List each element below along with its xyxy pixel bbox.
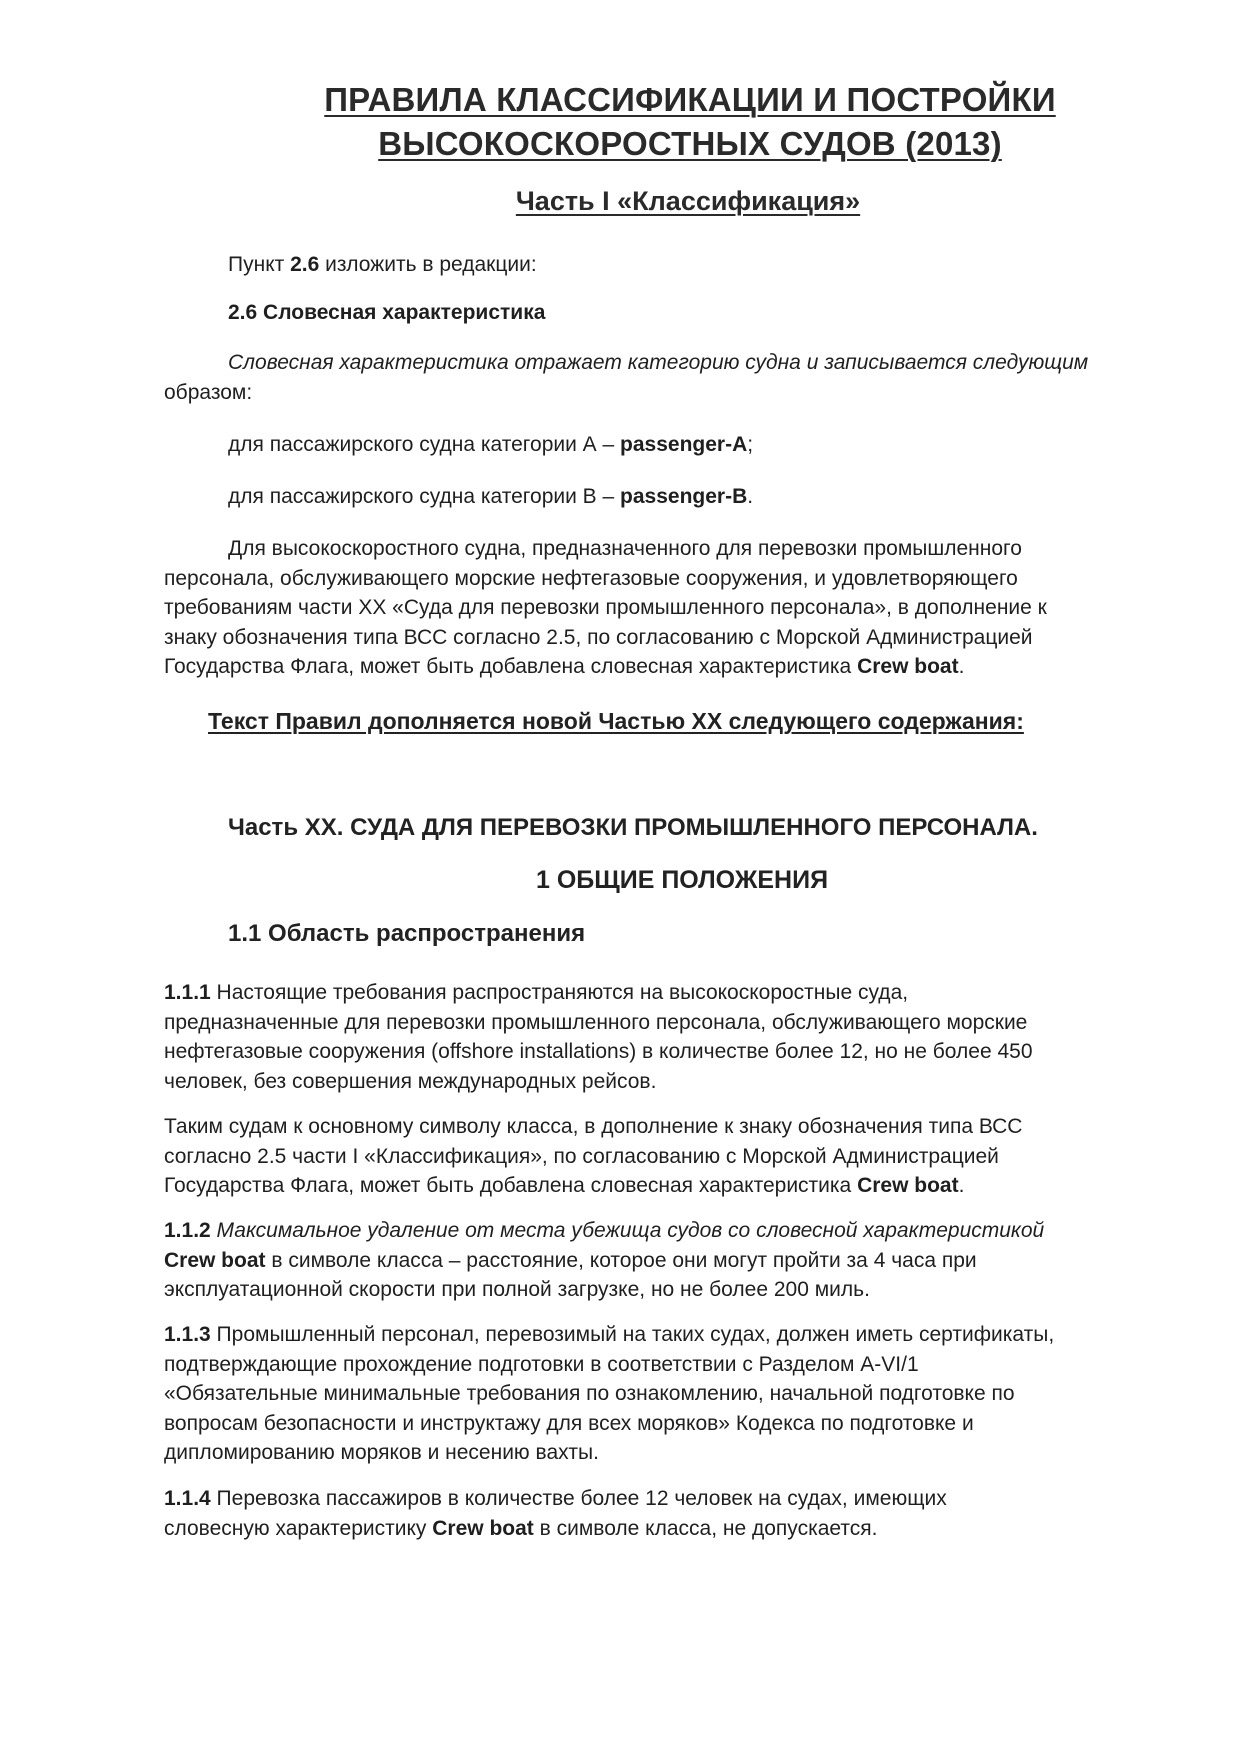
document-title-line2: ВЫСОКОСКОРОСТНЫХ СУДОВ (2013): [378, 125, 1002, 162]
clause-number: 1.1.2: [164, 1219, 211, 1242]
document-title-line1: ПРАВИЛА КЛАССИФИКАЦИИ И ПОСТРОЙКИ: [324, 81, 1056, 118]
description-line1: Словесная характеристика отражает категорию судна и записывается следующим: [228, 351, 1089, 374]
passenger-b-code: passenger-B: [620, 485, 748, 508]
clause-1-1-1-continued: Таким судам к основному символу класса, в дополнение к знаку обозначения типа ВСС согласно 2.5 части I «Классификация», по согласованию с Морской Администрацией Государства Флага, может быть добавлена словесная характеристика Crew boat.: [164, 1115, 1023, 1197]
clause-1-1-2: 1.1.2 Максимальное удаление от места убежища судов со словесной характеристикой Crew boat в символе класса – расстояние, которое они могут пройти за 4 часа при эксплуатационной скорости при полной загрузке, но не более 200 миль.: [164, 1219, 1045, 1301]
crew-boat-paragraph: Для высокоскоростного судна, предназначенного для перевозки промышленного персонала, обслуживающего морские нефтегазовые сооружения, и удовлетворяющего требованиям части XX «Суда для перевозки промышленного персонала», в дополнение к знаку обозначения типа ВСС согласно 2.5, по согласованию с Морской Администрацией Государства Флага, может быть добавлена словесная характеристика Crew boat.: [164, 537, 1047, 678]
clause-1-1-1: 1.1.1 Настоящие требования распространяются на высокоскоростные суда, предназначенные для перевозки промышленного персонала, обслуживающего морские нефтегазовые сооружения (offshore installations) в количестве более 12, но не более 450 человек, без совершения международных рейсов.: [164, 981, 1033, 1093]
clause-number: 1.1.1: [164, 981, 211, 1004]
clause-number: 1.1.3: [164, 1323, 211, 1346]
description-line2: образом:: [164, 381, 253, 404]
scope-heading: 1.1 Область распространения: [228, 920, 586, 947]
part-xx-heading: Часть XX. СУДА ДЛЯ ПЕРЕВОЗКИ ПРОМЫШЛЕННОГО ПЕРСОНАЛА.: [228, 814, 1038, 841]
amend-clause-number: 2.6: [290, 253, 320, 276]
clause-number: 1.1.4: [164, 1487, 211, 1510]
amend-instruction: Пункт 2.6 изложить в редакции:: [228, 253, 537, 276]
category-b-line: для пассажирского судна категории В – passenger-B.: [228, 485, 754, 508]
general-provisions-heading: 1 ОБЩИЕ ПОЛОЖЕНИЯ: [536, 866, 829, 894]
clause-1-1-3: 1.1.3 Промышленный персонал, перевозимый на таких судах, должен иметь сертификаты, подтверждающие прохождение подготовки в соответствии с Разделом A-VI/1 «Обязательные минимальные требования по ознакомлению, начальной подготовке по вопросам безопасности и инструктажу для всех моряков» Кодекса по подготовке и дипломированию моряков и несению вахты.: [164, 1323, 1055, 1464]
section-2-6-heading: 2.6 Словесная характеристика: [228, 301, 546, 324]
clause-1-1-4: 1.1.4 Перевозка пассажиров в количестве более 12 человек на судах, имеющих словесную характеристику Crew boat в символе класса, не допускается.: [164, 1487, 947, 1540]
category-a-line: для пассажирского судна категории А – passenger-A;: [228, 433, 754, 456]
addition-note: Текст Правил дополняется новой Частью XX следующего содержания:: [208, 708, 1024, 734]
part1-heading: Часть I «Классификация»: [515, 186, 861, 216]
passenger-a-code: passenger-A: [620, 433, 748, 456]
